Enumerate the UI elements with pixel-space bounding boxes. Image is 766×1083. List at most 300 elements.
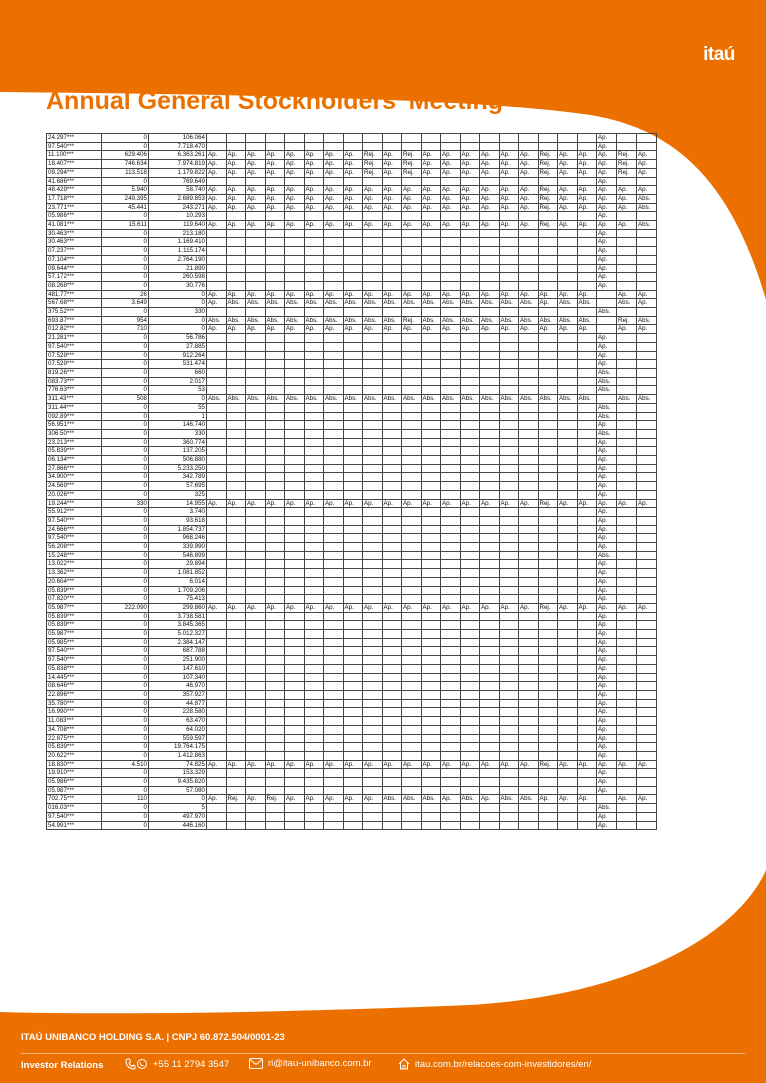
vote-cell: [558, 786, 578, 795]
vote-cell: [382, 691, 402, 700]
vote-cell: [207, 656, 227, 665]
vote-cell: Ap.: [558, 168, 578, 177]
vote-cell: Ap.: [382, 151, 402, 160]
vote-cell: [285, 134, 305, 143]
vote-cell: Ap.: [343, 186, 363, 195]
vote-cell: [382, 264, 402, 273]
vote-cell: [382, 238, 402, 247]
vote-cell: [441, 804, 461, 813]
vote-cell: Rej.: [402, 316, 422, 325]
vote-cell: [246, 177, 266, 186]
extra-vote-cell: Ap.: [597, 499, 617, 508]
vote-cell: [499, 273, 519, 282]
vote-cell: [460, 595, 480, 604]
table-row: [47, 516, 657, 525]
vote-cell: [538, 229, 558, 238]
vote-cell: [324, 212, 344, 221]
extra-vote-cell: Abs.: [597, 412, 617, 421]
vote-cell: Abs.: [246, 395, 266, 404]
vote-cell: [265, 577, 285, 586]
vote-cell: [538, 464, 558, 473]
vote-cell: [402, 421, 422, 430]
vote-cell: [441, 368, 461, 377]
vote-cell: [343, 656, 363, 665]
vote-cell: [558, 342, 578, 351]
vote-cell: [499, 621, 519, 630]
vote-cell: [207, 377, 227, 386]
vote-cell: [460, 586, 480, 595]
vote-cell: [480, 308, 500, 317]
vote-cell: Ap.: [558, 221, 578, 230]
vote-cell: [558, 691, 578, 700]
vote-cell: [285, 586, 305, 595]
stockholder-id-cell: 20.622***: [47, 751, 102, 760]
stockholder-id-cell: 05.986***: [47, 778, 102, 787]
vote-cell: Ap.: [304, 325, 324, 334]
vote-cell: [402, 247, 422, 256]
vote-cell: [519, 743, 539, 752]
vote-cell: [343, 638, 363, 647]
extra-vote-cell: [637, 342, 657, 351]
vote-cell: [324, 403, 344, 412]
shares-b-cell: 357.927: [149, 691, 207, 700]
vote-cell: Abs.: [265, 395, 285, 404]
vote-cell: Ap.: [519, 160, 539, 169]
stockholder-id-cell: 97.540***: [47, 647, 102, 656]
vote-cell: Ap.: [577, 325, 597, 334]
vote-cell: Rej.: [538, 168, 558, 177]
vote-cell: [499, 412, 519, 421]
vote-cell: Ap.: [519, 186, 539, 195]
extra-vote-cell: [617, 238, 637, 247]
vote-cell: [285, 638, 305, 647]
vote-cell: [460, 769, 480, 778]
vote-cell: [285, 778, 305, 787]
vote-cell: Abs.: [246, 299, 266, 308]
vote-cell: [421, 403, 441, 412]
vote-cell: [519, 247, 539, 256]
vote-cell: [382, 360, 402, 369]
vote-cell: [421, 177, 441, 186]
vote-cell: [304, 438, 324, 447]
vote-cell: [460, 334, 480, 343]
table-row: [47, 212, 657, 221]
vote-cell: [285, 725, 305, 734]
vote-cell: [363, 812, 383, 821]
vote-cell: Ap.: [207, 168, 227, 177]
vote-cell: [402, 308, 422, 317]
shares-b-cell: 546.899: [149, 551, 207, 560]
vote-cell: [304, 212, 324, 221]
vote-cell: [441, 464, 461, 473]
vote-cell: [538, 368, 558, 377]
vote-cell: [460, 473, 480, 482]
shares-b-cell: 330: [149, 429, 207, 438]
vote-cell: [441, 621, 461, 630]
vote-cell: [480, 273, 500, 282]
vote-cell: [285, 812, 305, 821]
shares-a-cell: 0: [102, 534, 149, 543]
stockholder-id-cell: 13.362***: [47, 569, 102, 578]
shares-a-cell: 0: [102, 569, 149, 578]
vote-cell: [363, 612, 383, 621]
vote-cell: [577, 786, 597, 795]
shares-a-cell: 0: [102, 586, 149, 595]
shares-a-cell: 746.634: [102, 160, 149, 169]
vote-cell: [343, 804, 363, 813]
vote-cell: [304, 134, 324, 143]
vote-cell: [499, 308, 519, 317]
vote-cell: [265, 630, 285, 639]
vote-cell: Ap.: [558, 760, 578, 769]
vote-cell: Ap.: [558, 603, 578, 612]
vote-cell: Ap.: [324, 203, 344, 212]
vote-cell: Abs.: [265, 299, 285, 308]
extra-vote-cell: [617, 751, 637, 760]
vote-cell: [421, 342, 441, 351]
table-row: [47, 708, 657, 717]
vote-cell: [480, 334, 500, 343]
stockholder-id-cell: 16.990***: [47, 708, 102, 717]
vote-cell: Ap.: [538, 299, 558, 308]
extra-vote-cell: [637, 447, 657, 456]
vote-cell: [226, 429, 246, 438]
vote-cell: [558, 812, 578, 821]
vote-cell: [226, 551, 246, 560]
vote-cell: [402, 638, 422, 647]
extra-vote-cell: Rej.: [617, 160, 637, 169]
vote-cell: [577, 551, 597, 560]
vote-cell: [246, 377, 266, 386]
vote-cell: [382, 569, 402, 578]
vote-cell: Ap.: [304, 151, 324, 160]
vote-cell: [538, 264, 558, 273]
vote-cell: Rej.: [538, 160, 558, 169]
extra-vote-cell: Ap.: [597, 734, 617, 743]
vote-cell: [402, 586, 422, 595]
vote-cell: [421, 281, 441, 290]
vote-cell: [226, 238, 246, 247]
vote-cell: [499, 734, 519, 743]
stockholder-id-cell: 97.540***: [47, 812, 102, 821]
vote-cell: [382, 456, 402, 465]
vote-cell: [558, 229, 578, 238]
vote-cell: [519, 812, 539, 821]
vote-cell: Abs.: [324, 316, 344, 325]
vote-cell: [441, 142, 461, 151]
shares-b-cell: 228.580: [149, 708, 207, 717]
vote-cell: [265, 664, 285, 673]
vote-cell: [538, 612, 558, 621]
vote-cell: [480, 281, 500, 290]
stockholder-id-cell: 20.604***: [47, 577, 102, 586]
vote-cell: [324, 551, 344, 560]
vote-cell: [226, 377, 246, 386]
vote-cell: [519, 769, 539, 778]
vote-cell: [402, 577, 422, 586]
vote-cell: [480, 630, 500, 639]
extra-vote-cell: Ap.: [617, 325, 637, 334]
vote-cell: [460, 656, 480, 665]
vote-cell: [363, 247, 383, 256]
vote-cell: [519, 360, 539, 369]
vote-cell: [382, 403, 402, 412]
stockholder-id-cell: 09.294***: [47, 168, 102, 177]
vote-cell: [402, 673, 422, 682]
extra-vote-cell: Ap.: [597, 203, 617, 212]
vote-cell: [402, 264, 422, 273]
stockholder-id-cell: 19.910***: [47, 769, 102, 778]
table-row: [47, 412, 657, 421]
vote-cell: [480, 516, 500, 525]
vote-cell: [499, 638, 519, 647]
vote-cell: [246, 621, 266, 630]
vote-cell: Ap.: [324, 499, 344, 508]
vote-cell: [363, 577, 383, 586]
vote-cell: [480, 534, 500, 543]
vote-cell: [441, 725, 461, 734]
shares-a-cell: 0: [102, 334, 149, 343]
vote-cell: [558, 708, 578, 717]
vote-cell: [441, 699, 461, 708]
vote-cell: [421, 543, 441, 552]
vote-cell: [343, 334, 363, 343]
table-row: [47, 612, 657, 621]
extra-vote-cell: [637, 386, 657, 395]
vote-cell: Abs.: [226, 299, 246, 308]
vote-cell: Ap.: [577, 160, 597, 169]
shares-b-cell: 58.740: [149, 186, 207, 195]
extra-vote-cell: Ap.: [597, 473, 617, 482]
vote-cell: [402, 682, 422, 691]
vote-cell: Ap.: [538, 795, 558, 804]
vote-cell: [324, 804, 344, 813]
website-contact[interactable]: [398, 1058, 591, 1070]
vote-cell: Ap.: [441, 168, 461, 177]
extra-vote-cell: [637, 577, 657, 586]
vote-cell: [558, 560, 578, 569]
stockholder-id-cell: 693.87***: [47, 316, 102, 325]
stockholder-id-cell: 15.248***: [47, 551, 102, 560]
vote-cell: [285, 403, 305, 412]
vote-cell: [558, 630, 578, 639]
vote-cell: [207, 812, 227, 821]
vote-cell: [285, 456, 305, 465]
vote-cell: [480, 508, 500, 517]
vote-cell: [324, 664, 344, 673]
vote-cell: [343, 247, 363, 256]
vote-cell: [558, 429, 578, 438]
shares-a-cell: 0: [102, 682, 149, 691]
vote-cell: [265, 534, 285, 543]
vote-cell: [285, 438, 305, 447]
vote-cell: [441, 281, 461, 290]
vote-cell: Ap.: [226, 290, 246, 299]
vote-cell: [226, 560, 246, 569]
vote-cell: [519, 708, 539, 717]
vote-cell: [285, 482, 305, 491]
vote-cell: Ap.: [421, 151, 441, 160]
extra-vote-cell: [617, 142, 637, 151]
extra-vote-cell: [637, 429, 657, 438]
vote-cell: [441, 351, 461, 360]
vote-cell: Abs.: [226, 316, 246, 325]
shares-a-cell: 0: [102, 273, 149, 282]
extra-vote-cell: [637, 717, 657, 726]
vote-cell: [304, 743, 324, 752]
votes-table: [46, 133, 657, 830]
shares-b-cell: 497.970: [149, 812, 207, 821]
vote-cell: [577, 360, 597, 369]
vote-cell: [519, 429, 539, 438]
shares-a-cell: 0: [102, 421, 149, 430]
vote-cell: [207, 638, 227, 647]
vote-cell: [519, 638, 539, 647]
vote-cell: [343, 368, 363, 377]
vote-cell: Ap.: [324, 795, 344, 804]
vote-cell: [343, 717, 363, 726]
vote-cell: Ap.: [441, 499, 461, 508]
shares-b-cell: 137.205: [149, 447, 207, 456]
vote-cell: [499, 577, 519, 586]
stockholder-id-cell: 97.540***: [47, 534, 102, 543]
vote-cell: [343, 412, 363, 421]
extra-vote-cell: Ap.: [637, 603, 657, 612]
vote-cell: [499, 421, 519, 430]
vote-cell: [207, 334, 227, 343]
vote-cell: [577, 656, 597, 665]
vote-cell: [519, 647, 539, 656]
vote-cell: [499, 447, 519, 456]
shares-b-cell: 2.384.147: [149, 638, 207, 647]
vote-cell: [480, 403, 500, 412]
vote-cell: [499, 586, 519, 595]
extra-vote-cell: Ap.: [597, 438, 617, 447]
vote-cell: [480, 743, 500, 752]
vote-cell: [538, 664, 558, 673]
vote-cell: [265, 751, 285, 760]
vote-cell: [226, 516, 246, 525]
extra-vote-cell: [637, 664, 657, 673]
vote-cell: [226, 308, 246, 317]
vote-cell: [382, 708, 402, 717]
table-row: [47, 403, 657, 412]
vote-cell: [480, 438, 500, 447]
extra-vote-cell: Abs.: [637, 194, 657, 203]
vote-cell: [304, 751, 324, 760]
vote-cell: [226, 386, 246, 395]
vote-cell: [304, 229, 324, 238]
table-row: [47, 717, 657, 726]
vote-cell: [324, 812, 344, 821]
vote-cell: [538, 281, 558, 290]
vote-cell: [304, 456, 324, 465]
vote-cell: Ap.: [577, 203, 597, 212]
extra-vote-cell: [617, 804, 637, 813]
extra-vote-cell: Abs.: [597, 386, 617, 395]
vote-cell: [558, 473, 578, 482]
vote-cell: [343, 621, 363, 630]
vote-cell: Ap.: [207, 160, 227, 169]
vote-cell: [558, 464, 578, 473]
extra-vote-cell: Ap.: [597, 255, 617, 264]
vote-cell: [363, 464, 383, 473]
table-row: [47, 621, 657, 630]
vote-cell: [207, 264, 227, 273]
extra-vote-cell: Ap.: [597, 760, 617, 769]
vote-cell: [441, 456, 461, 465]
shares-b-cell: 6.363.261: [149, 151, 207, 160]
vote-cell: [558, 142, 578, 151]
extra-vote-cell: [617, 717, 637, 726]
email-contact[interactable]: [249, 1058, 372, 1069]
vote-cell: [519, 473, 539, 482]
vote-cell: [246, 664, 266, 673]
extra-vote-cell: [617, 543, 637, 552]
extra-vote-cell: Ap.: [597, 543, 617, 552]
vote-cell: [499, 778, 519, 787]
shares-b-cell: 0: [149, 290, 207, 299]
vote-cell: [480, 647, 500, 656]
extra-vote-cell: [617, 534, 637, 543]
vote-cell: [363, 438, 383, 447]
vote-cell: [382, 630, 402, 639]
table-row: [47, 238, 657, 247]
vote-cell: [402, 238, 422, 247]
extra-vote-cell: [637, 456, 657, 465]
table-row: [47, 473, 657, 482]
vote-cell: [402, 551, 422, 560]
vote-cell: [558, 386, 578, 395]
logo-text: itaú: [703, 44, 735, 65]
vote-cell: Rej.: [363, 160, 383, 169]
vote-cell: [402, 595, 422, 604]
vote-cell: [519, 560, 539, 569]
vote-cell: [538, 551, 558, 560]
vote-cell: [421, 438, 441, 447]
vote-cell: [285, 525, 305, 534]
vote-cell: Ap.: [226, 186, 246, 195]
vote-cell: [421, 717, 441, 726]
vote-cell: Ap.: [363, 603, 383, 612]
vote-cell: Ap.: [207, 325, 227, 334]
vote-cell: [285, 743, 305, 752]
phone-contact[interactable]: [124, 1058, 229, 1070]
vote-cell: [499, 342, 519, 351]
stockholder-id-cell: 22.875***: [47, 734, 102, 743]
vote-cell: Ap.: [558, 499, 578, 508]
vote-cell: [324, 464, 344, 473]
vote-cell: [402, 482, 422, 491]
table-row: [47, 734, 657, 743]
vote-cell: [265, 334, 285, 343]
vote-cell: [382, 577, 402, 586]
vote-cell: Ap.: [226, 168, 246, 177]
vote-cell: Ap.: [246, 203, 266, 212]
vote-cell: [363, 264, 383, 273]
vote-cell: Ap.: [363, 795, 383, 804]
vote-cell: [363, 212, 383, 221]
stockholder-id-cell: 27.866***: [47, 464, 102, 473]
table-row: [47, 351, 657, 360]
vote-cell: [538, 482, 558, 491]
vote-cell: Ap.: [558, 795, 578, 804]
vote-cell: [519, 334, 539, 343]
vote-cell: [577, 751, 597, 760]
shares-b-cell: 0: [149, 316, 207, 325]
vote-cell: [285, 516, 305, 525]
vote-cell: [363, 490, 383, 499]
